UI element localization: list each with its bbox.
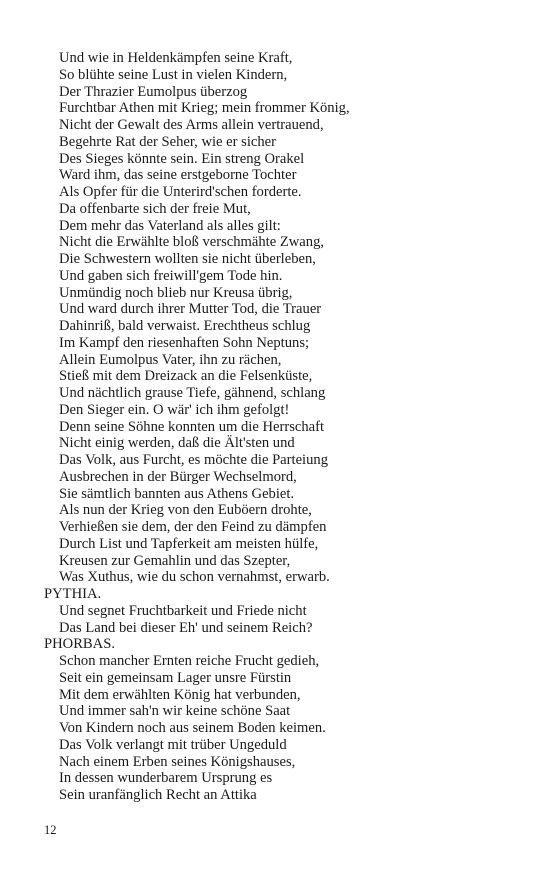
verse-line: Sein uranfänglich Recht an Attika <box>59 787 257 803</box>
verse-line: Allein Eumolpus Vater, ihn zu rächen, <box>59 351 282 368</box>
verse-line: Des Sieges könnte sein. Ein streng Orakel <box>59 150 305 167</box>
verse-line: Nicht der Gewalt des Arms allein vertrauend, <box>59 117 324 133</box>
verse-line: So blühte seine Lust in vielen Kindern, <box>59 66 288 83</box>
page-number: 12 <box>44 823 57 837</box>
verse-line: Stieß mit dem Dreizack an die Felsenküste, <box>59 368 313 385</box>
verse-line: Das Land bei dieser Eh' und seinem Reich? <box>59 619 313 636</box>
verse-line: Die Schwestern wollten sie nicht überleben, <box>59 251 316 267</box>
verse-line: Unmündig noch blieb nur Kreusa übrig, <box>59 284 293 301</box>
verse-line: Durch List und Tapferkeit am meisten hülfe, <box>59 535 319 552</box>
verse-line: Mit dem erwählten König hat verbunden, <box>59 686 301 703</box>
verse-line: Nicht die Erwählte bloß verschmähte Zwang, <box>59 234 325 251</box>
verse-line: Seit ein gemeinsam Lager unsre Fürstin <box>59 669 292 686</box>
verse-line: Dahinriß, bald verwaist. Erechtheus schlug <box>59 318 311 334</box>
verse-line: Und ward durch ihrer Mutter Tod, die Trauer <box>59 301 322 318</box>
verse-line: Ward ihm, das seine erstgeborne Tochter <box>59 167 297 184</box>
verse-line: Ausbrechen in der Bürger Wechselmord, <box>59 468 297 485</box>
verse-line: Schon mancher Ernten reiche Frucht gedieh, <box>59 653 320 669</box>
verse-line: Und immer sah'n wir keine schöne Saat <box>59 703 291 720</box>
verse-line: Und nächtlich grause Tiefe, gähnend, schlang <box>59 385 326 401</box>
verse-line: Als nun der Krieg von den Euböern drohte, <box>59 502 312 519</box>
verse-text-block <box>44 50 514 804</box>
verse-line: Den Sieger ein. O wär' ich ihm gefolgt! <box>59 401 290 418</box>
verse-line: Und gaben sich freiwill'gem Tode hin. <box>59 267 283 284</box>
verse-line: Denn seine Söhne konnten um die Herrschaft <box>59 418 325 435</box>
verse-line: Der Thrazier Eumolpus überzog <box>59 83 248 100</box>
verse-line: Nicht einig werden, daß die Ält'sten und <box>59 435 295 452</box>
verse-line: Kreusen zur Gemahlin und das Szepter, <box>59 552 291 569</box>
verse-line: Und wie in Heldenkämpfen seine Kraft, <box>59 50 293 66</box>
verse-line: Sie sämtlich bannten aus Athens Gebiet. <box>59 485 295 502</box>
verse-line: Von Kindern noch aus seinem Boden keimen. <box>59 720 326 736</box>
verse-line: Verhießen sie dem, der den Feind zu dämpfen <box>59 519 327 535</box>
speaker-name: PHORBAS. <box>44 636 115 653</box>
verse-line: Im Kampf den riesenhaften Sohn Neptuns; <box>59 334 310 351</box>
verse-line: Nach einem Erben seines Königshauses, <box>59 753 296 770</box>
verse-line: Als Opfer für die Unterird'schen forderte. <box>59 184 302 200</box>
verse-line: Was Xuthus, wie du schon vernahmst, erwarb. <box>59 569 330 586</box>
verse-line: Furchtbar Athen mit Krieg; mein frommer König, <box>59 100 350 117</box>
verse-line: Da offenbarte sich der freie Mut, <box>59 200 251 217</box>
speaker-name: PYTHIA. <box>44 586 102 602</box>
verse-line: Und segnet Fruchtbarkeit und Friede nicht <box>59 602 307 619</box>
verse-line: Das Volk, aus Furcht, es möchte die Parteiung <box>59 452 329 468</box>
verse-line: Begehrte Rat der Seher, wie er sicher <box>59 133 277 150</box>
verse-line: Dem mehr das Vaterland als alles gilt: <box>59 217 281 234</box>
verse-line: In dessen wunderbarem Ursprung es <box>59 770 273 787</box>
verse-line: Das Volk verlangt mit trüber Ungeduld <box>59 736 287 753</box>
